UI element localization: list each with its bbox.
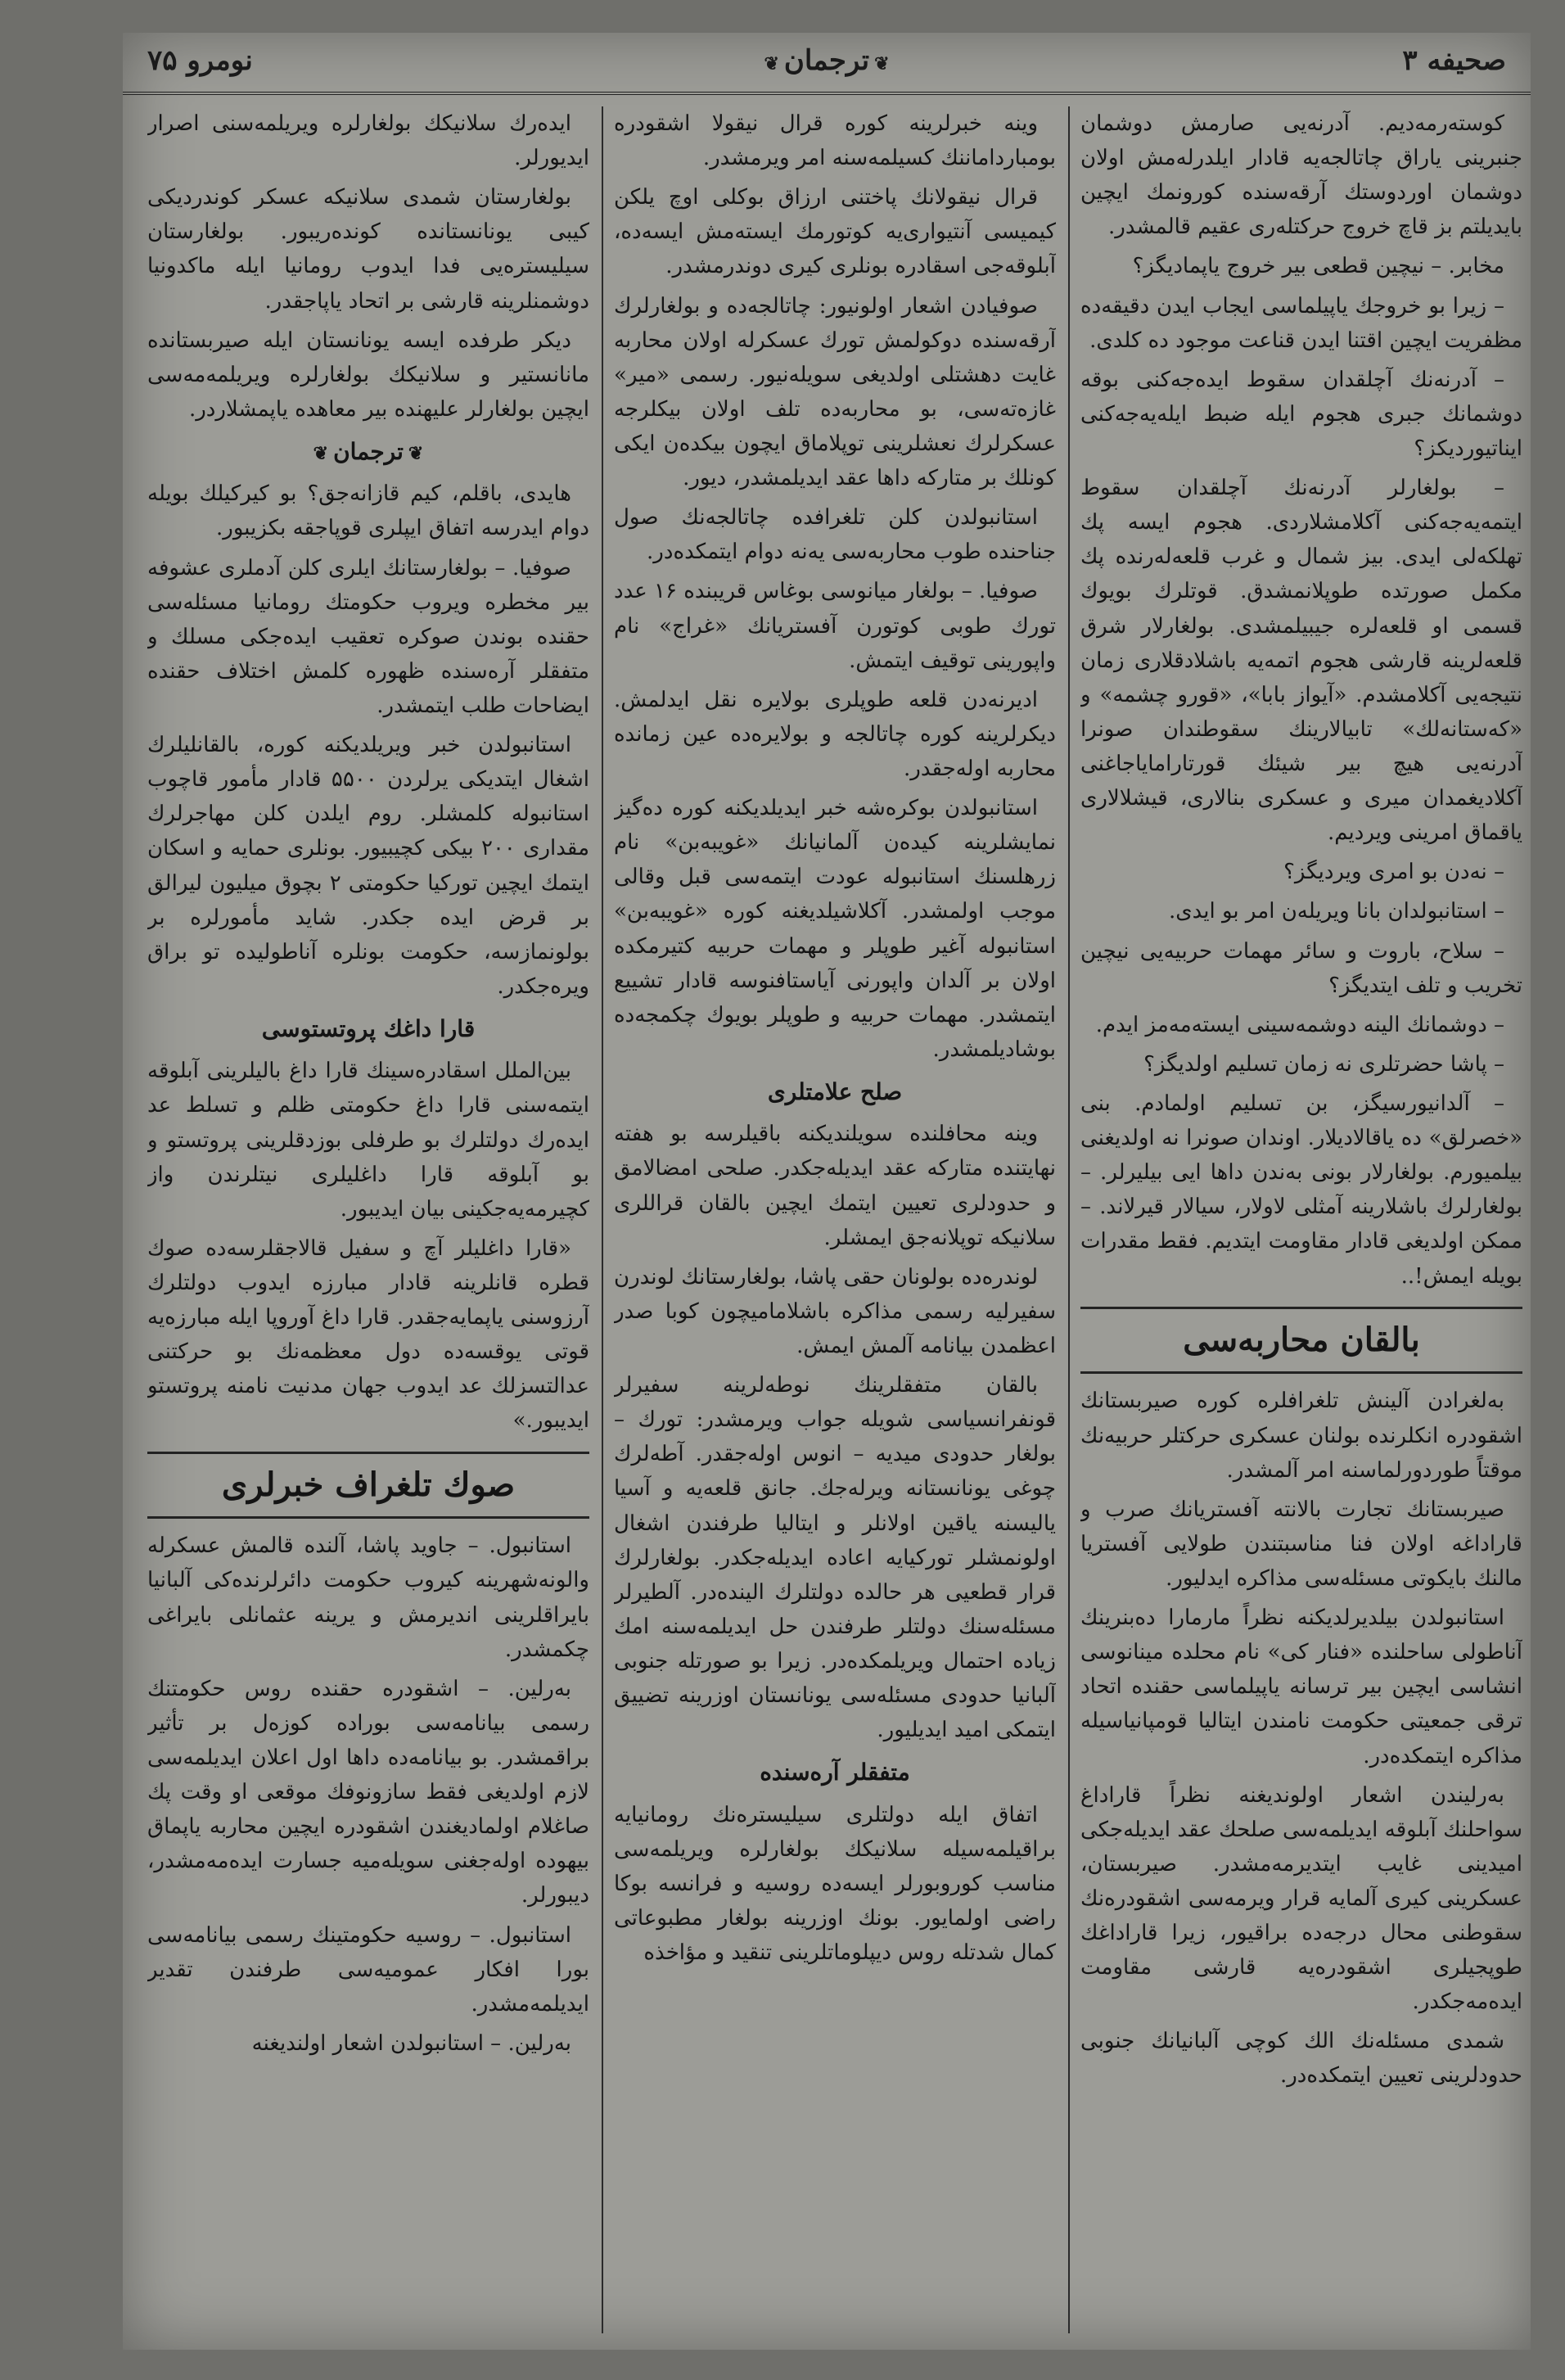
column-1 <box>1080 106 1522 2333</box>
article-columns <box>123 106 1531 2333</box>
paragraph: بین‌الملل اسقادرەسینك قارا داغ بالیلرینی آبلوقە ایتمەسنی قارا داغ حکومتی ظلم و تسلط عد ایدەرك دولتلرك بو طرفلی بوزدقلرینی پروتستو و بو آبلوقە قارا داغلیلری نیتلرندن واز کچیرمەیەجکینی بیان ایدیبور. <box>147 1059 589 1222</box>
page-number: صحیفه ۳ <box>1402 44 1506 77</box>
paragraph: – آلدانیورسیگز، بن تسلیم اولمادم. بنی «خصرلق» دە یاقالادیلار. اوندان صونرا نە اولدیغنی بیلمیورم. بولغارلار بونی بەندن داها ایی بیلیرلر. – بولغارلرك باشلارینە آمثلی لاولار، سیالار قیرلاند. – ممکن اولدیغی قادار مقاومت ایتدیم. فقط مقدرات بویلە ایمش!.. <box>1080 1091 1522 1289</box>
paragraph: مخابر. – نیچین قطعی بیر خروج یاپمادیگز؟ <box>1132 254 1504 279</box>
paragraph: ادیرنەدن قلعە طوپلری بولایرە نقل ایدلمش. دیکرلرینە کورە چاتالجە و بولایرەدە عین زماندە محاربە اولەجقدر. <box>614 687 1056 781</box>
ornament-icon: ❦ <box>874 53 890 75</box>
column-divider <box>1068 106 1070 2333</box>
subsection-heading: متفقلر آرەسندە <box>760 1759 910 1786</box>
paragraph: وینە خبرلرینە کورە قرال نیقولا اشقودرە بومبارداماننك کسیلمەسنە امر ویرمشدر. <box>614 111 1056 171</box>
paragraph: لوندرەدە بولونان حقی پاشا، بولغارستانك لوندرن سفیرلیە رسمی مذاکرە باشلامامیچون کوبا صدر اعظمدن بیانامە آلمش ایمش. <box>614 1264 1056 1358</box>
paragraph: – دوشمانك الینە دوشمەسینی ایستەمەمز ایدم. <box>1095 1012 1504 1037</box>
column-divider <box>602 106 603 2333</box>
paragraph: صیربستانك تجارت بالانتە آفستریانك صرب و قاراداغە اولان فنا مناسبتندن طولایی آفستریا مالنك بایکوتی مسئلەسی مذاکرە ایدلیور. <box>1080 1497 1522 1591</box>
paragraph: بولغارستان شمدی سلانیکە عسکر کوندردیکی کیبی یونانستاندە کوندەریبور. بولغارستان سیلیسترەیی فدا ایدوب رومانیا ایلە ماکدونیا دوشمنلرینە قارشی بر اتحاد یاپاجقدر. <box>147 185 589 314</box>
paragraph: دیکر طرفدە ایسە یونانستان ایلە صیربستاندە مانانستیر و سلانیکك بولغارلرە ویریلمەمەسی ایچین بولغارلر علیهندە بیر معاهدە یاپمشلاردر. <box>147 327 589 422</box>
masthead-title: ❦ترجمان❦ <box>764 44 890 77</box>
paragraph: بەرلین. – استانبولدن اشعار اولندیغنە <box>251 2030 571 2056</box>
paragraph: – آدرنەنك آچلقدان سقوط ایدەجەکنی بوقە دوشمانك جبری هجوم ایلە ضبط ایلەیەجەکنی ایناتیوردیکز؟ <box>1080 367 1522 461</box>
paragraph: «قارا داغلیلر آچ و سفیل قالاجقلرسەدە صوك قطرە قانلرینە قادار مبارزە ایدوب دولتلرك آرزوسنی یاپمایەجقدر. قارا داغ آوروپا ایلە مبارزەیە قوتی یوقسەدە دول معظمەنك بو حرکتنی عدالتسزلك عد ایدوب جهان مدنیت نامنە پروتستو ایدیبور.» <box>147 1235 589 1434</box>
paragraph: – بولغارلر آدرنەنك آچلقدان سقوط ایتمەیەجەکنی آکلامشلاردی. هجوم ایسە پك تهلکەلی ایدی. بیز شمال و غرب قلعەلەرندە پك مکمل صورتدە طوپلانمشدق. قوتلرك بویوك قسمی او قلعەلرە جیبیلمشدی. بولغارلار شرق قلعەلرینە قارشی هجوم اتمەیە باشلادقلاری زمان نتیجەیی آکلامشدم. «آیواز بابا»، «قورو چشمە» و «کەستانەلك» تابیالارینك سقوطندان صونرا آدرنەیی هیچ بیر شیئك قورتارامایاجاغنی آکلادیغمدان میری و عسکری بنالاری، قیشلالاری یاقماق امرینی ویردیم. <box>1080 476 1522 846</box>
paragraph: وینە محافلندە سویلندیکنە باقیلرسە بو هفتە نهایتندە متارکە عقد ایدیلەجکدر. صلحی امضالامق و حدودلری تعیین ایتمك ایچین بالقان قراللری سلانیکە توپلانەجق ایمشلر. <box>614 1122 1056 1250</box>
subsection-heading: صلح علامتلری <box>767 1077 903 1105</box>
paragraph: ایدەرك سلانیکك بولغارلرە ویریلمەسنی اصرار ایدیورلر. <box>147 111 589 171</box>
paragraph: – زیرا بو خروجك یاپیلماسی ایجاب ایدن دقیقەدە مظفریت ایچین اقتنا ایدن قناعت موجود دە کلدی. <box>1080 293 1522 353</box>
issue-number: نومرو ۷۵ <box>147 44 253 77</box>
paragraph: شمدی مسئلەنك الك کوچی آلبانیانك جنوبی حدودلرینی تعیین ایتمکدەدر. <box>1080 2029 1522 2089</box>
section-heading: صوك تلغراف خبرلری <box>147 1452 589 1520</box>
subsection-heading: قارا داغك پروتستوسی <box>261 1014 476 1042</box>
paragraph: استانبولدن کلن تلغرافدە چاتالجەنك صول جناحندە طوب محاربەسی یەنە دوام ایتمکدەدر. <box>614 505 1056 565</box>
paragraph: استانبولدن بیلدیرلدیکنە نظراً مارمارا دەبنرینك آناطولی ساحلندە «فنار کی» نام محلدە مینانوسی انشاسی ایچین بیر ترسانە یاپیلماسی حقندە اتحاد ترقی جمعیتی حکومت نامندن ایتالیا قومپانیاسیلە مذاکرە ایتمکدەدر. <box>1080 1605 1522 1768</box>
column-2 <box>614 106 1056 2333</box>
ornament-icon: ❦ <box>408 442 424 464</box>
paragraph: استانبول. – روسیە حکومتینك رسمی بیانامەسی بورا افکار عمومیەسی طرفندن تقدیر ایدیلمەمشدر. <box>147 1922 589 2016</box>
paragraph: بەرلیندن اشعار اولوندیغنە نظراً قاراداغ سواحلنك آبلوقە ایدیلمەسی صلحك عقد ایدیلەجکی امیدینی غایب ایتدیرمەمشدر. صیربستان، عسکرینی کیری آلمایە قرار ویرمەسی اشقودرەنك سقوطنی محال درجەدە براقیور، زیرا قاراداغك طوپجیلری اشقودرەیە قارشی مقاومت ایدەمەجکدر. <box>1080 1782 1522 2015</box>
paragraph: استانبولدن بوکرەشە خبر ایدیلدیکنە کورە دەگیز نمایشلرینە کیدەن آلمانیانك «غویبەبن» نام زرهلسنك استانبولە عودت ایتمەسی قبل وقالی موجب اولمشدر. آکلاشیلدیغنە کورە «غویبەبن» استانبولە آغیر طوپلر و مهمات حربیە کتیرمکدە اولان بر آلدان واپورنی آیاستافنوسە قادار تشییع ایتمشدر. مهمات حربیە و طوپلر بویوك چکمجەدە بوشادیلمشدر. <box>614 796 1056 1062</box>
paragraph: – استانبولدان بانا ویریلەن امر بو ایدی. <box>1169 899 1504 924</box>
paragraph: صوفیا. – بولغار میانوسی بوغاس قریبندە ۱۶ عدد تورك طوبی کوتورن آفستریانك «غراج» نام واپورینی توقیف ایتمش. <box>614 579 1056 673</box>
paragraph: – نەدن بو امری ویردیگز؟ <box>1283 860 1504 885</box>
paragraph: قرال نیقولانك پاختنی ارزاق بوکلی اوچ یلکن کیمیسی آنتیواری‌یە کوتورمك ایستەمش ایسەدە، آبلوقەجی اسقادرە بونلری کیری دوندرمشدر. <box>614 185 1056 279</box>
paragraph: کوستەرمەدیم. آدرنەیی صارمش دوشمان جنبرینی یاراق چاتالجەیە قادار ایلدرلەمش اولان دوشمان اوردوستك آرقەسندە كورونمك ایچین بایدیلتم بز قاچ خروج حرکتلەری عقیم قالمشدر. <box>1080 111 1522 240</box>
paragraph: استانبول. – جاوید پاشا، آلندە قالمش عسکرلە والونەشهرینە کیروب حکومت دائرلرندەکی آلبانیا بایراقلرینی اندیرمش و یرینە عثمانلی بایراغی چکمشدر. <box>147 1533 589 1662</box>
paragraph: – پاشا حضرتلرى نە زمان تسلیم اولدیگز؟ <box>1143 1051 1504 1077</box>
paragraph: بالقان متفقلرینك نوطەلرینە سفیرلر قونفرانسیاسی شویلە جواب ویرمشدر: تورك – بولغار حدودی میدیە – انوس اولەجقدر. آطەلرك چوغی یونانستانە ویرلەجك. جانق قلعەیە و آسیا یالیسنە یاقین اولانلر و ایتالیا طرفندن اشغال اولونمشلر تورکیایە اعادە ایدیلەجکدر. بولغارلرك قرار قطعیی هر حالدە دولتلرك الیندەدر. آلطیرلر مسئلەسنك دولتلر طرفندن حل ایدیلمەسنە امك زیادە احتمال ویریلمکدەدر. زیرا بو صورتلە جنوبی آلبانیا حدودی مسئلەسی یونانستان اوزرینە تضییق ایتمکی امید ایدیلیور. <box>614 1373 1056 1743</box>
paragraph: استانبولدن خبر ویریلدیکنە کورە، بالقانلیلرك اشغال ایتدیکی یرلردن ۵۵۰۰ قادار مأمور قاچوب استانبولە کلمشلر. روم ایلدن کلن مهاجرلرك مقداری ۲۰۰ بیکی کچیبیور. بونلری حمایە و اسکان ایتمك ایچین تورکیا حکومتی ۲ بچوق میلیون لیرالق بر قرض ایدە جکدر. شاید مأمورلرە بر بولونمازسە، حکومت بونلرە آناطولیدە تو براق ویرەجکدر. <box>147 733 589 999</box>
signature-line: ❦ترجمان❦ <box>147 433 589 470</box>
ornament-icon: ❦ <box>764 53 779 75</box>
paragraph: هایدی، باقلم، کیم قازانەجق؟ بو کیرکیلك بویلە دوام ایدرسە اتفاق ایپلری قوپاجقە بکزیبور. <box>147 481 589 541</box>
paragraph: اتفاق ایلە دولتلری سیلیسترەنك رومانیایە براقیلمەسیلە سلانیکك بولغارلرە ویریلمەسی مناسب کوروبورلر ایسەدە روسیە و فرانسە بوکا راضی اولمایور. بونك اوزرینە بولغار مطبوعاتی کمال شدتلە روس دیپلوماتلرینی تنقید و مؤاخذە <box>614 1802 1056 1966</box>
paragraph: بەرلین. – اشقودرە حقندە روس حکومتنك رسمی بیانامەسی بوراده کوزەل بر تأثیر براقمشدر. بو بیانامەدە داها اول اعلان ایدیلمەسی لازم اولدیغی فقط سازونوفك موقعی او وقت پك صاغلام اولمادیغندن اشقودرە ایچین محاربە یاپماق بیهودە اولەجغنی سویلەمیە جسارت ایدەمەمشدر، دیبورلر. <box>147 1676 589 1908</box>
paragraph: بەلغرادن آلینش تلغرافلرە کورە صیربستانك اشقودرە انکلرندە بولنان عسکری حرکتلر حربیەنك موقتاً طوردورلماسنە امر آلمشدر. <box>1080 1389 1522 1483</box>
paragraph: صوفیادن اشعار اولونیور: چاتالجەدە و بولغارلرك آرقەسندە دوکولمش تورك عسکرلە اولان محاربە غایت دهشتلی اولدیغی سویلەنیور. رسمی «میر» غازەتەسی، بو محاربەدە تلف اولان بیکلرجە عسکرلرك نعشلرینی توپلاماق ایچون بیکدەن ایکی کونلك بر متارکە داها عقد ایدیلمشدر، دیور. <box>614 293 1056 491</box>
ornament-icon: ❦ <box>313 442 329 464</box>
newspaper-page <box>123 33 1531 2350</box>
page-header <box>123 33 1531 95</box>
section-heading: بالقان محاربەسی <box>1080 1307 1522 1375</box>
column-3 <box>147 106 589 2333</box>
paragraph: – سلاح، باروت و سائر مهمات حربیەیی نیچین تخریب و تلف ایتدیگز؟ <box>1080 938 1522 998</box>
paragraph: صوفیا. – بولغارستانك ایلری کلن آدملری عشوفە بیر مخطرە ویروب حکومتك رومانیا مسئلەسی حقندە بوندن صوکرە تعقیب ایدەجکی مسلك و متفقلر آرەسندە ظهورە کلمش اختلاف حقندە ایضاحات طلب ایتمشدر. <box>147 555 589 718</box>
